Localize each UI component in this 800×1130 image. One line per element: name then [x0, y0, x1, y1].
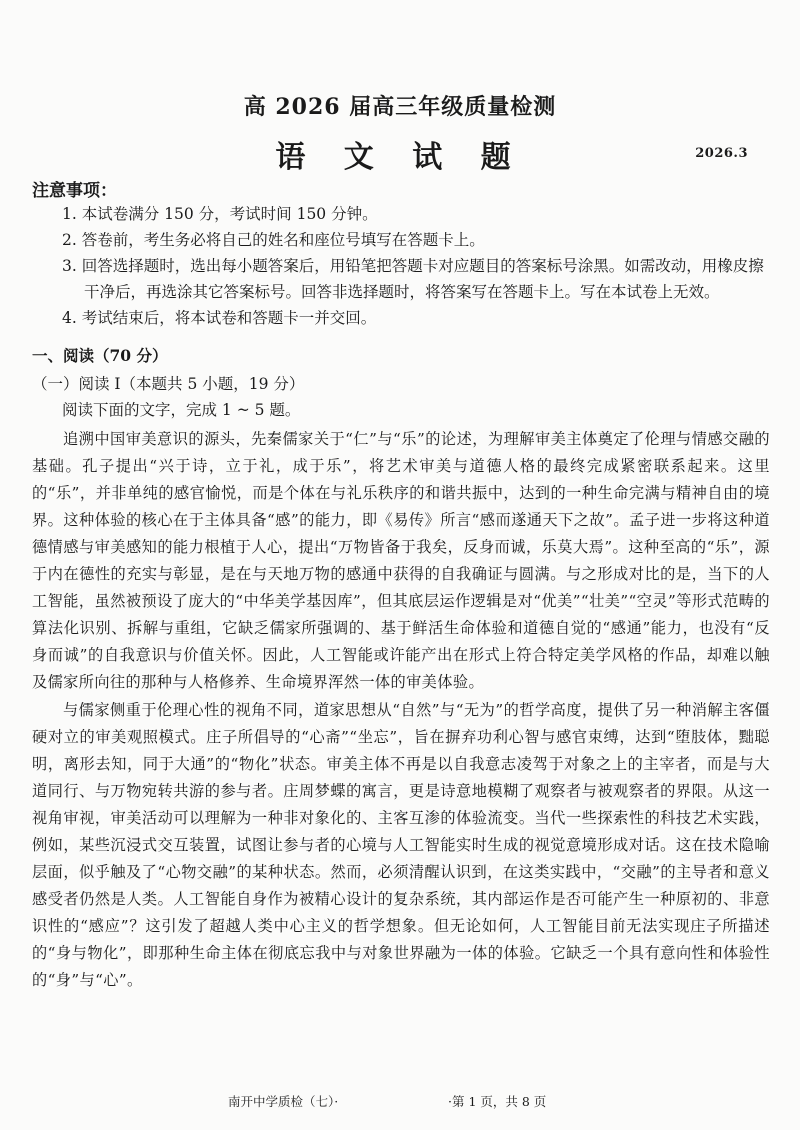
note-item-2 [62, 227, 767, 253]
notes-list [62, 201, 767, 331]
subsection-heading: （一）阅读 I（本题共 5 小题，19 分） [32, 375, 305, 393]
subject-title: 语 文 试 题 [275, 140, 525, 175]
exam-title: 高 2026 届高三年级质量检测 [243, 94, 557, 120]
note-item-text: 1. 本试卷满分 150 分，考试时间 150 分钟。 [62, 205, 378, 223]
note-item-text: 4. 考试结束后，将本试卷和答题卡一并交回。 [62, 309, 377, 327]
note-item-text: 3. 回答选择题时，选出每小题答案后，用铅笔把答题卡对应题目的答案标号涂黑。如需改动，用橡皮擦 [62, 257, 764, 275]
exam-date: 2026.3 [695, 146, 748, 161]
reading-instruction: 阅读下面的文字，完成 1 ~ 5 题。 [62, 401, 301, 419]
note-item-4 [62, 305, 767, 331]
note-item-1 [62, 201, 767, 227]
note-item-text: 2. 答卷前，考生务必将自己的姓名和座位号填写在答题卡上。 [62, 231, 485, 249]
passage-paragraph: 与儒家侧重于伦理心性的视角不同，道家思想从“自然”与“无为”的哲学高度，提供了另一种消解主客僵硬对立的审美观照模式。庄子所倡导的“心斋”“坐忘”，旨在摒弃功利心智与感官束缚，达到“堕肢体，黜聪明，离形去知，同于大通”的“物化”状态。审美主体不再是以自我意志凌驾于对象之上的主宰者，而是与大道同行、与万物宛转共游的参与者。庄周梦蝶的寓言，更是诗意地模糊了观察者与被观察者的界限。从这一视角审视，审美活动可以理解为一种非对象化的、主客互渗的体验流变。当代一些探索性的科技艺术实践，例如，某些沉浸式交互装置，试图让参与者的心境与人工智能实时生成的视觉意境形成对话。这在技术隐喻层面，似乎触及了“心物交融”的某种状态。然而，必须清醒认识到，在这类实践中，“交融”的主导者和意义感受者仍然是人类。人工智能自身作为被精心设计的复杂系统，其内部运作是否可能产生一种原初的、非意识性的“感应”？这引发了超越人类中心主义的哲学想象。但无论如何，人工智能目前无法实现庄子所描述的“身与物化”，即那种生命主体在彻底忘我中与对象世界融为一体的体验。它缺乏一个具有意向性和体验性的“身”与“心”。 [32, 701, 770, 989]
reading-passage [32, 426, 770, 994]
notes-heading: 注意事项： [32, 181, 117, 201]
note-item-3 [62, 253, 767, 305]
footer-school: 南开中学质检（七）· [228, 1094, 339, 1109]
passage-paragraph: 追溯中国审美意识的源头，先秦儒家关于“仁”与“乐”的论述，为理解审美主体奠定了伦理与情感交融的基础。孔子提出“兴于诗，立于礼，成于乐”，将艺术审美与道德人格的最终完成紧密联系起来。这里的“乐”，并非单纯的感官愉悦，而是个体在与礼乐秩序的和谐共振中，达到的一种生命完满与精神自由的境界。这种体验的核心在于主体具备“感”的能力，即《易传》所言“感而遂通天下之故”。孟子进一步将这种道德情感与审美感知的能力根植于人心，提出“万物皆备于我矣，反身而诚，乐莫大焉”。这种至高的“乐”，源于内在德性的充实与彰显，是在与天地万物的感通中获得的自我确证与圆满。与之形成对比的是，当下的人工智能，虽然被预设了庞大的“中华美学基因库”，但其底层运作逻辑是对“优美”“壮美”“空灵”等形式范畴的算法化识别、拆解与重组，它缺乏儒家所强调的、基于鲜活生命体验和道德自觉的“感通”能力，也没有“反身而诚”的自我意识与价值关怀。因此，人工智能或许能产出在形式上符合特定美学风格的作品，却难以触及儒家所向往的那种与人格修养、生命境界浑然一体的审美体验。 [32, 430, 770, 691]
section-heading: 一、阅读（70 分） [32, 346, 168, 365]
note-item-continuation: 干净后，再选涂其它答案标号。回答非选择题时，将答案写在答题卡上。写在本试卷上无效。 [84, 283, 720, 301]
footer-page-number: ·第 1 页，共 8 页 [448, 1094, 547, 1109]
